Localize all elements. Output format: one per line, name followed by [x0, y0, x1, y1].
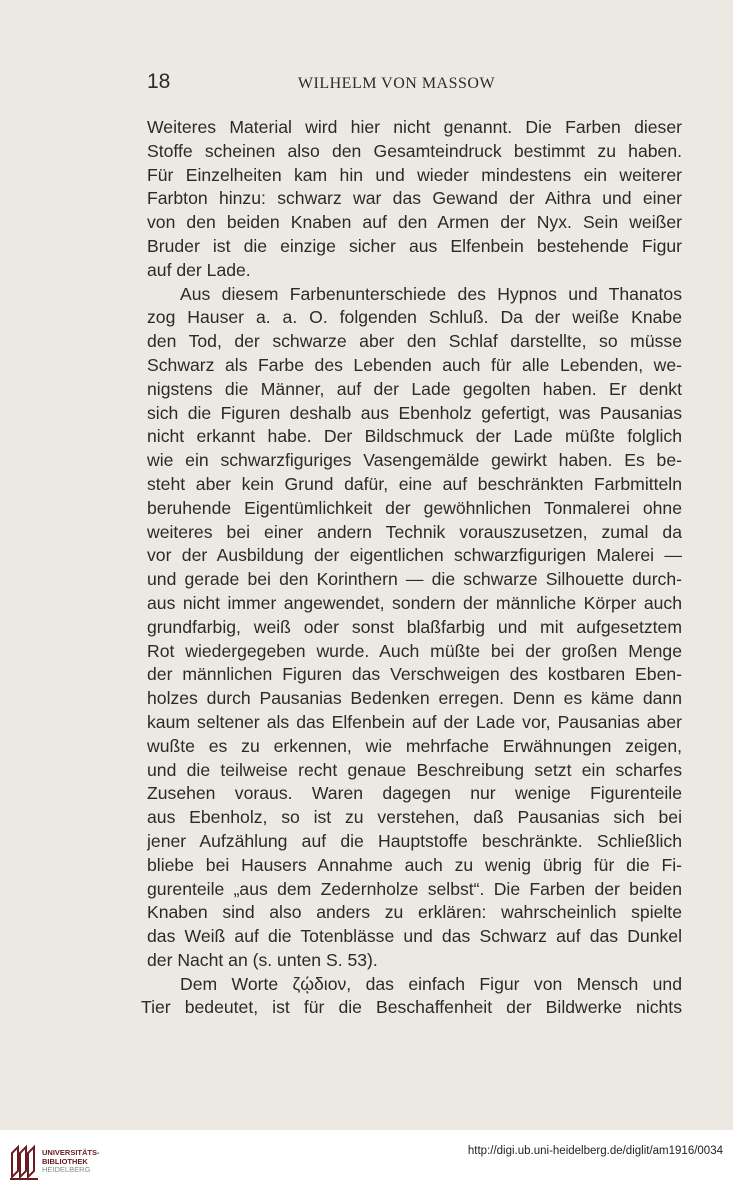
source-url-link[interactable]: http://digi.ub.uni-heidelberg.de/diglit/am1916/0034 — [467, 1145, 723, 1157]
text-line: gurenteile „aus dem Zedernholze selbst“. Die Farben der beiden — [147, 878, 682, 899]
text-line: nigstens die Männer, auf der Lade gegolten haben. Er denkt — [147, 378, 682, 399]
text-line: Bruder ist die einzige sicher aus Elfenbein bestehende Figur — [147, 235, 682, 256]
text-line: sich die Figuren deshalb aus Ebenholz gefertigt, was Pausanias — [147, 402, 682, 423]
text-line: Tier bedeutet, ist für die Beschaffenheit der Bildwerke nichts — [141, 997, 682, 1018]
text-line: Knaben sind also anders zu erklären: wahrscheinlich spielte — [147, 902, 682, 923]
text-line: beruhende Eigentümlichkeit der gewöhnlichen Tonmalerei ohne — [147, 497, 682, 518]
text-line: von den beiden Knaben auf den Armen der Nyx. Sein weißer — [147, 212, 682, 233]
text-line: grundfarbig, weiß oder sonst blaßfarbig und mit aufgesetztem — [147, 616, 682, 637]
text-line: weiteres bei einer andern Technik vorauszusetzen, zumal da — [147, 521, 682, 542]
running-head: WILHELM VON MASSOW — [297, 75, 496, 92]
logo-line-2: BIBLIOTHEK — [42, 1156, 88, 1166]
body-text — [141, 116, 682, 1020]
text-line: steht aber kein Grund dafür, eine auf beschränkten Farbmitteln — [147, 473, 682, 494]
text-line: das Weiß auf die Totenblässe und das Schwarz auf das Dunkel — [147, 926, 682, 947]
text-line: bliebe bei Hausers Annahme auch zu wenig übrig für die Fi- — [147, 854, 682, 875]
text-line: aus Ebenholz, so ist zu verstehen, daß Pausanias sich bei — [147, 807, 682, 828]
footer-bar — [0, 1130, 733, 1192]
text-line: nicht erkannt habe. Der Bildschmuck der Lade müßte folglich — [147, 426, 682, 447]
text-line: Rot wiedergegeben wurde. Auch müßte bei der großen Menge — [147, 640, 682, 661]
page-number: 18 — [147, 70, 171, 93]
text-line: Farbton hinzu: schwarz war das Gewand der Aithra und einer — [147, 188, 682, 209]
text-line: vor der Ausbildung der eigentlichen schwarzfigurigen Malerei — — [147, 545, 682, 566]
library-logo-text — [42, 1149, 100, 1175]
text-line: und gerade bei den Korinthern — die schwarze Silhouette durch- — [147, 569, 682, 590]
text-line: und die teilweise recht genaue Beschreibung setzt ein scharfes — [147, 759, 682, 780]
logo-line-1: UNIVERSITÄTS- — [42, 1148, 100, 1157]
text-line: wie ein schwarzfiguriges Vasengemälde gewirkt haben. Es be- — [147, 450, 682, 471]
text-line: zog Hauser a. a. O. folgenden Schluß. Da der weiße Knabe — [147, 307, 682, 328]
text-line: Schwarz als Farbe des Lebenden auch für alle Lebenden, we- — [147, 354, 682, 375]
text-line: Weiteres Material wird hier nicht genannt. Die Farben dieser — [147, 117, 682, 137]
logo-line-3: HEIDELBERG — [42, 1165, 91, 1174]
text-line: kaum seltener als das Elfenbein auf der Lade vor, Pausanias aber — [147, 711, 682, 732]
text-line: holzes durch Pausanias Bedenken erregen. Denn es käme dann — [147, 688, 682, 709]
text-line: den Tod, der schwarze aber den Schlaf darstellte, so müsse — [147, 331, 682, 352]
text-line: Für Einzelheiten kam hin und wieder mindestens ein weiterer — [147, 164, 682, 185]
library-logo-icon[interactable] — [8, 1143, 40, 1181]
text-line: Dem Worte ζῴδιον, das einfach Figur von Mensch und — [180, 973, 682, 994]
text-line: Aus diesem Farbenunterschiede des Hypnos und Thanatos — [180, 283, 682, 304]
text-line: aus nicht immer angewendet, sondern der männliche Körper auch — [147, 592, 682, 613]
text-line: wußte es zu erkennen, wie mehrfache Erwähnungen zeigen, — [147, 735, 682, 756]
text-line: Stoffe scheinen also den Gesamteindruck bestimmt zu haben. — [147, 140, 682, 161]
text-line: der männlichen Figuren das Verschweigen des kostbaren Eben- — [147, 664, 682, 685]
text-line: auf der Lade. — [147, 259, 251, 280]
text-line: jener Aufzählung auf die Hauptstoffe beschränkte. Schließlich — [147, 830, 682, 851]
text-line: Zusehen voraus. Waren dagegen nur wenige Figurenteile — [147, 783, 682, 804]
text-line: der Nacht an (s. unten S. 53). — [147, 949, 378, 970]
